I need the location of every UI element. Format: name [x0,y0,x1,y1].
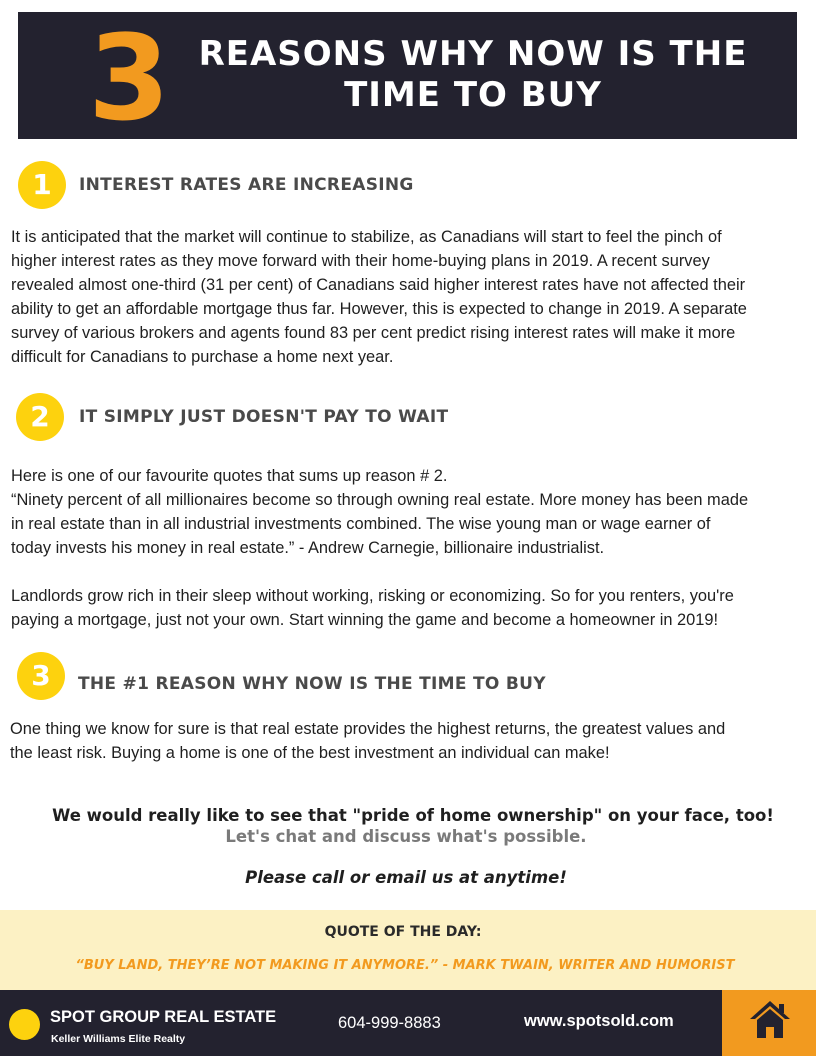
brokerage-name: Keller Williams Elite Realty [51,1033,186,1045]
section-3-number-badge: 3 [17,652,65,700]
body-line: revealed almost one-third (31 per cent) of Canadians said higher interest rates have not affected their [11,276,746,294]
cta-contact-prompt: Please call or email us at anytime! [245,868,567,887]
body-line: survey of various brokers and agents found 83 per cent predict rising interest rates will make it more [11,324,736,342]
body-line: difficult for Canadians to purchase a home next year. [11,348,394,366]
body-line: today invests his money in real estate.” - Andrew Carnegie, billionaire industrialist. [11,539,605,557]
body-line: in real estate than in all industrial investments combined. The wise young man or wage earner of [11,515,711,533]
company-name: SPOT GROUP REAL ESTATE [50,1008,277,1026]
brand-dot-icon [9,1009,40,1040]
quote-text: “BUY LAND, THEY’RE NOT MAKING IT ANYMORE.” - MARK TWAIN, WRITER AND HUMORIST [75,958,735,973]
section-2-body [11,464,748,560]
section-2-body-b [11,584,734,632]
body-line: paying a mortgage, just not your own. Start winning the game and become a homeowner in 2019! [11,611,719,629]
header-banner [18,9,797,147]
body-line: the least risk. Buying a home is one of the best investment an individual can make! [10,744,610,762]
quote-heading: QUOTE OF THE DAY: [324,924,482,940]
body-line: It is anticipated that the market will continue to stabilize, as Canadians will start to feel the pinch of [11,228,722,246]
section-1-title: INTEREST RATES ARE INCREASING [79,175,414,195]
body-line: Here is one of our favourite quotes that sums up reason # 2. [11,467,448,485]
home-icon [748,998,792,1042]
footer-bar [0,990,816,1056]
section-3-title: THE #1 REASON WHY NOW IS THE TIME TO BUY [78,674,546,694]
home-button[interactable] [722,990,816,1056]
body-line: higher interest rates as they move forward with their home-buying plans in 2019. A recent survey [11,252,710,270]
header-number: 3 [88,9,171,147]
section-2-number-badge: 2 [16,393,64,441]
phone-link[interactable]: 604-999-8883 [338,1014,441,1032]
website-link[interactable]: www.spotsold.com [524,1012,674,1030]
cta-headline: We would really like to see that "pride of home ownership" on your face, too! [52,806,774,825]
section-1-body [11,225,747,369]
section-3-body [10,717,725,765]
page-title-line1: REASONS WHY NOW IS THE [198,34,748,74]
section-2-title: IT SIMPLY JUST DOESN'T PAY TO WAIT [79,407,449,427]
body-line: ability to get an affordable mortgage thus far. However, this is expected to change in 2019. A separate [11,300,747,318]
quote-of-the-day [0,910,816,990]
page-title [178,34,768,116]
body-line: “Ninety percent of all millionaires become so through owning real estate. More money has been made [11,491,749,509]
body-line: One thing we know for sure is that real estate provides the highest returns, the greatest values and [10,720,726,738]
page-title-line2: TIME TO BUY [344,75,602,115]
body-line: Landlords grow rich in their sleep without working, risking or economizing. So for you renters, you're [11,587,734,605]
section-1-number-badge: 1 [18,161,66,209]
cta-subline: Let's chat and discuss what's possible. [225,827,587,846]
